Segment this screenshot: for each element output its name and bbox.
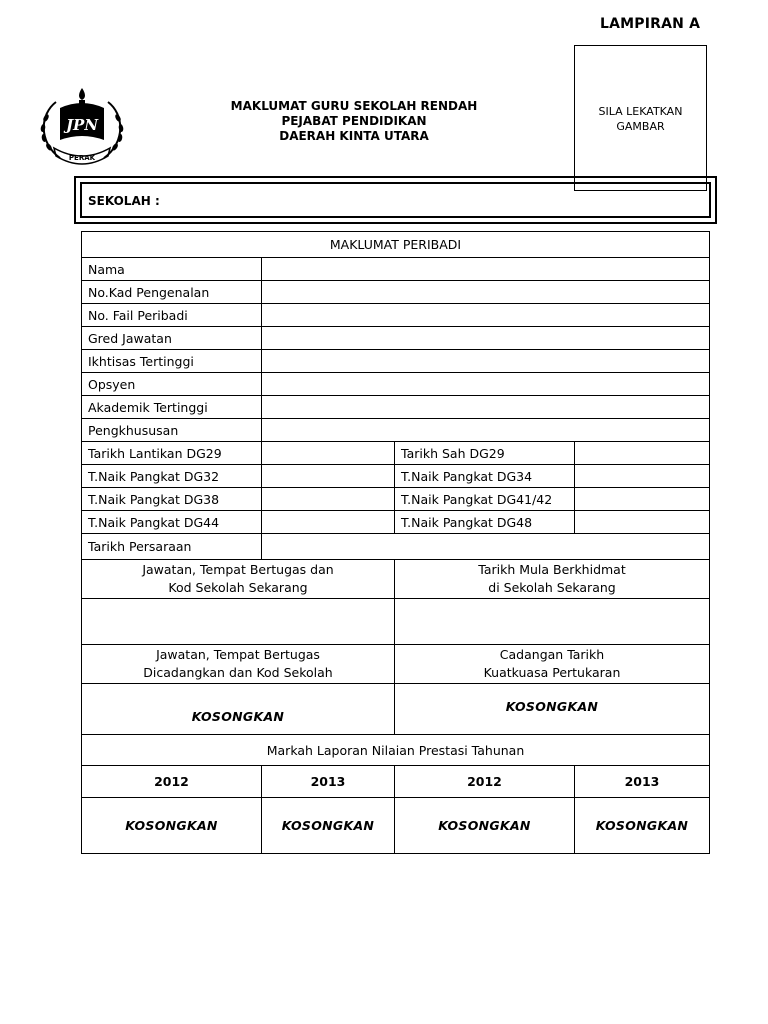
field-label-opsyen: Opsyen xyxy=(82,373,262,396)
markah-year-3: 2012 xyxy=(395,766,575,798)
header-line1: MAKLUMAT GURU SEKOLAH RENDAH xyxy=(230,99,478,113)
field-input-nama[interactable] xyxy=(262,258,710,281)
field-label-naik-dg32: T.Naik Pangkat DG32 xyxy=(82,465,262,488)
field-label-naik-dg41: T.Naik Pangkat DG41/42 xyxy=(395,488,575,511)
markah-value-4: KOSONGKAN xyxy=(575,798,710,854)
field-label-persaraan: Tarikh Persaraan xyxy=(82,534,262,560)
photo-text-line1: SILA LEKATKAN xyxy=(598,105,683,118)
field-label-akademik: Akademik Tertinggi xyxy=(82,396,262,419)
sekolah-field[interactable] xyxy=(80,182,711,218)
field-input-naik-dg44[interactable] xyxy=(262,511,395,534)
field-label-naik-dg48: T.Naik Pangkat DG48 xyxy=(395,511,575,534)
proposed-post-value: KOSONGKAN xyxy=(82,684,395,735)
photo-placeholder xyxy=(574,45,707,191)
field-input-lantikan-dg29[interactable] xyxy=(262,442,395,465)
field-input-naik-dg34[interactable] xyxy=(575,465,710,488)
sekolah-box xyxy=(74,176,717,224)
current-post-input[interactable] xyxy=(82,599,395,645)
field-label-pengkhususan: Pengkhususan xyxy=(82,419,262,442)
field-label-naik-dg38: T.Naik Pangkat DG38 xyxy=(82,488,262,511)
markah-value-3: KOSONGKAN xyxy=(395,798,575,854)
current-start-input[interactable] xyxy=(395,599,710,645)
header-line2: PEJABAT PENDIDIKAN xyxy=(281,114,427,128)
field-input-sah-dg29[interactable] xyxy=(575,442,710,465)
proposed-post-line2: Dicadangkan dan Kod Sekolah xyxy=(143,665,333,680)
sekolah-label: SEKOLAH : xyxy=(88,194,160,208)
field-input-naik-dg32[interactable] xyxy=(262,465,395,488)
markah-value-1: KOSONGKAN xyxy=(82,798,262,854)
photo-text-line2: GAMBAR xyxy=(616,120,665,133)
field-label-naik-dg44: T.Naik Pangkat DG44 xyxy=(82,511,262,534)
current-post-line2: Kod Sekolah Sekarang xyxy=(168,580,308,595)
logo-initials: JPN xyxy=(65,116,99,134)
section-title: MAKLUMAT PERIBADI xyxy=(82,232,710,258)
proposed-post-line1: Jawatan, Tempat Bertugas xyxy=(156,647,320,662)
field-input-naik-dg38[interactable] xyxy=(262,488,395,511)
proposed-date-line2: Kuatkuasa Pertukaran xyxy=(483,665,621,680)
logo-state: PERAK xyxy=(68,154,96,162)
current-start-header xyxy=(395,560,710,599)
markah-year-2: 2013 xyxy=(262,766,395,798)
markah-year-1: 2012 xyxy=(82,766,262,798)
proposed-date-line1: Cadangan Tarikh xyxy=(499,647,605,662)
field-input-naik-dg48[interactable] xyxy=(575,511,710,534)
proposed-post-header xyxy=(82,645,395,684)
current-start-line2: di Sekolah Sekarang xyxy=(488,580,616,595)
field-input-opsyen[interactable] xyxy=(262,373,710,396)
field-input-gred[interactable] xyxy=(262,327,710,350)
current-start-line1: Tarikh Mula Berkhidmat xyxy=(478,562,626,577)
field-label-gred: Gred Jawatan xyxy=(82,327,262,350)
field-label-fail: No. Fail Peribadi xyxy=(82,304,262,327)
markah-title: Markah Laporan Nilaian Prestasi Tahunan xyxy=(82,735,710,766)
current-post-line1: Jawatan, Tempat Bertugas dan xyxy=(142,562,334,577)
field-input-ikhtisas[interactable] xyxy=(262,350,710,373)
jpn-perak-logo xyxy=(36,84,128,172)
proposed-date-value: KOSONGKAN xyxy=(395,684,710,735)
current-post-header xyxy=(82,560,395,599)
field-input-akademik[interactable] xyxy=(262,396,710,419)
field-label-sah-dg29: Tarikh Sah DG29 xyxy=(395,442,575,465)
field-input-persaraan[interactable] xyxy=(262,534,710,560)
field-label-nama: Nama xyxy=(82,258,262,281)
field-input-fail[interactable] xyxy=(262,304,710,327)
form-header xyxy=(200,99,508,144)
field-label-naik-dg34: T.Naik Pangkat DG34 xyxy=(395,465,575,488)
markah-year-4: 2013 xyxy=(575,766,710,798)
field-input-naik-dg41[interactable] xyxy=(575,488,710,511)
proposed-date-header xyxy=(395,645,710,684)
field-label-ikhtisas: Ikhtisas Tertinggi xyxy=(82,350,262,373)
field-input-pengkhususan[interactable] xyxy=(262,419,710,442)
field-input-kad[interactable] xyxy=(262,281,710,304)
maklumat-table xyxy=(81,231,710,854)
markah-value-2: KOSONGKAN xyxy=(262,798,395,854)
header-line3: DAERAH KINTA UTARA xyxy=(279,129,429,143)
field-label-lantikan-dg29: Tarikh Lantikan DG29 xyxy=(82,442,262,465)
field-label-kad: No.Kad Pengenalan xyxy=(82,281,262,304)
lampiran-label: LAMPIRAN A xyxy=(600,16,701,32)
